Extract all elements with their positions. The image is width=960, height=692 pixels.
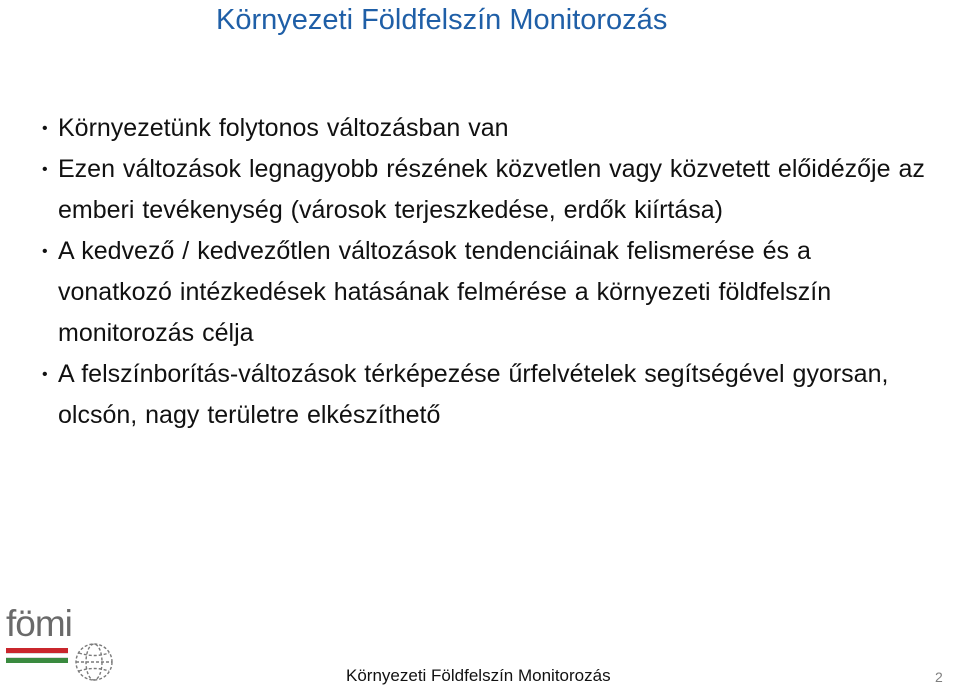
bullet-icon: • [42, 161, 48, 178]
slide-title: Környezeti Földfelszín Monitorozás [216, 4, 668, 36]
bullet-item [42, 149, 932, 231]
bullet-text: Ezen változások legnagyobb részének közvetlen vagy közvetett előidézője az emberi tevékenység (városok terjeszkedése, erdők kiírtása) [58, 155, 925, 224]
bullet-text: Környezetünk folytonos változásban van [58, 114, 509, 142]
bullet-text: A kedvező / kedvezőtlen változások tendenciáinak felismerése és a vonatkozó intézkedések hatásának felmérése a környezeti földfelszín monitorozás célja [58, 237, 832, 347]
bullet-list [42, 108, 932, 436]
bullet-icon: • [42, 120, 48, 137]
bullet-item [42, 108, 932, 149]
fomi-logo [6, 604, 116, 688]
bullet-icon: • [42, 366, 48, 383]
bullet-icon: • [42, 243, 48, 260]
bullet-text: A felszínborítás-változások térképezése űrfelvételek segítségével gyorsan, olcsón, nagy területre elkészíthető [58, 360, 889, 429]
logo-stripe-green [6, 658, 68, 663]
bullet-item [42, 354, 932, 436]
logo-text: fömi [6, 603, 72, 644]
bullet-item [42, 231, 932, 354]
page-number: 2 [935, 669, 943, 685]
globe-icon [72, 640, 116, 684]
footer-title: Környezeti Földfelszín Monitorozás [346, 666, 611, 685]
